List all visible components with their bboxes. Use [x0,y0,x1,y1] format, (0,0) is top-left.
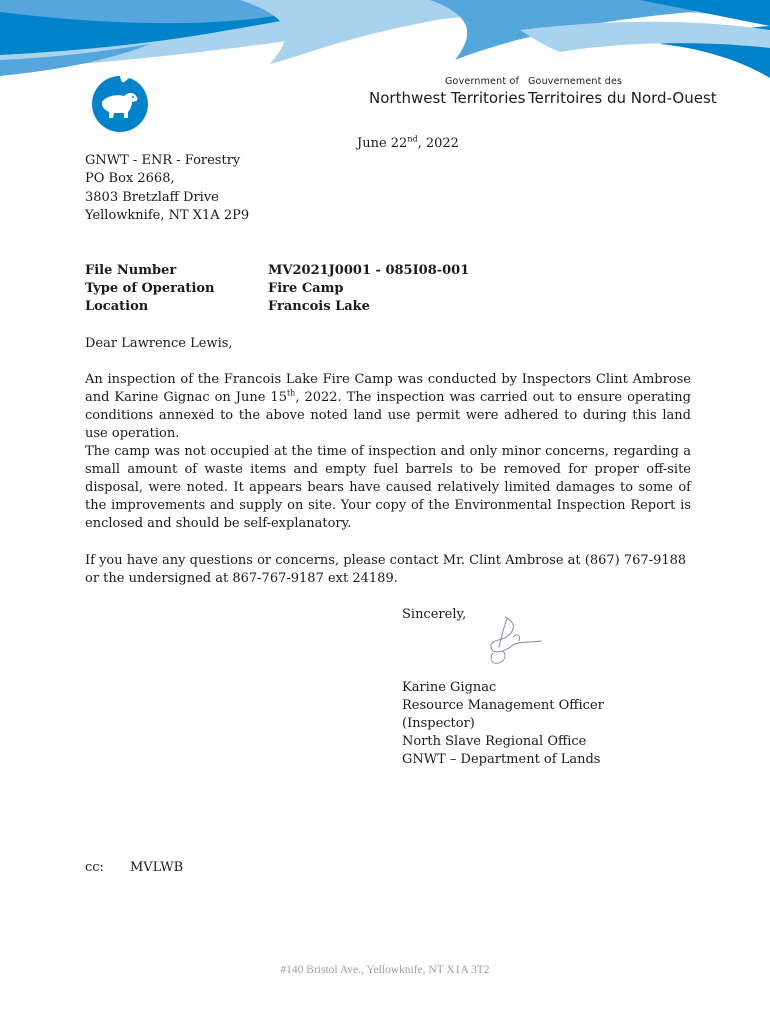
signer-line: Karine Gignac [402,680,497,695]
footer-address: #140 Bristol Ave., Yellowknife, NT X1A 3T2 [280,964,490,976]
field-value-location: Francois Lake [268,299,370,314]
paragraph-1: An inspection of the Francois Lake Fire Camp was conducted by Inspectors Clint Ambrose and Karine Gignac on June 15th, 2022. The inspection was carried out to ensure operating conditions annexed to the above noted land use permit were adhered to during this land use operation. [85,372,691,441]
recipient-line: PO Box 2668, [85,171,175,186]
recipient-line: Yellowknife, NT X1A 2P9 [85,208,250,223]
field-label-file-number: File Number [85,263,177,278]
field-label-location: Location [85,299,149,314]
gov-name-french [528,76,717,107]
polar-bear-logo-icon [88,72,152,132]
cc-label: cc: [85,860,104,875]
field-value-file-number: MV2021J0001 - 085I08-001 [268,263,470,278]
field-label-operation-type: Type of Operation [85,281,215,296]
field-value-operation-type: Fire Camp [268,281,344,296]
gov-fr-big: Territoires du Nord-Ouest [528,89,717,107]
gov-en-big: Northwest Territories [369,89,526,107]
closing: Sincerely, [402,607,467,622]
paragraph-2: The camp was not occupied at the time of inspection and only minor concerns, regarding a small amount of waste items and empty fuel barrels to be removed for proper off-site disposal, were noted. It appears bears have caused relatively limited damages to some of the improvements and supply on site. Your copy of the Environmental Inspection Report is enclosed and should be self-explanatory. [85,444,691,531]
gov-name-english [369,76,525,107]
handwritten-signature-icon [483,615,545,667]
salutation: Dear Lawrence Lewis, [85,336,233,351]
signer-line: GNWT – Department of Lands [402,752,601,767]
letter-date: June 22nd, 2022 [357,134,459,151]
cc-value: MVLWB [130,860,184,875]
paragraph-3: If you have any questions or concerns, please contact Mr. Clint Ambrose at (867) 767-9188 or the undersigned at 867-767-9187 ext 24189. [85,553,687,586]
recipient-line: 3803 Bretzlaff Drive [85,190,219,205]
signer-line: (Inspector) [402,716,475,731]
signer-line: Resource Management Officer [402,698,604,713]
gov-fr-small: Gouvernement des [528,76,623,87]
recipient-line: GNWT - ENR - Forestry [85,153,241,168]
signer-line: North Slave Regional Office [402,734,587,749]
gov-en-small: Government of [445,76,520,87]
